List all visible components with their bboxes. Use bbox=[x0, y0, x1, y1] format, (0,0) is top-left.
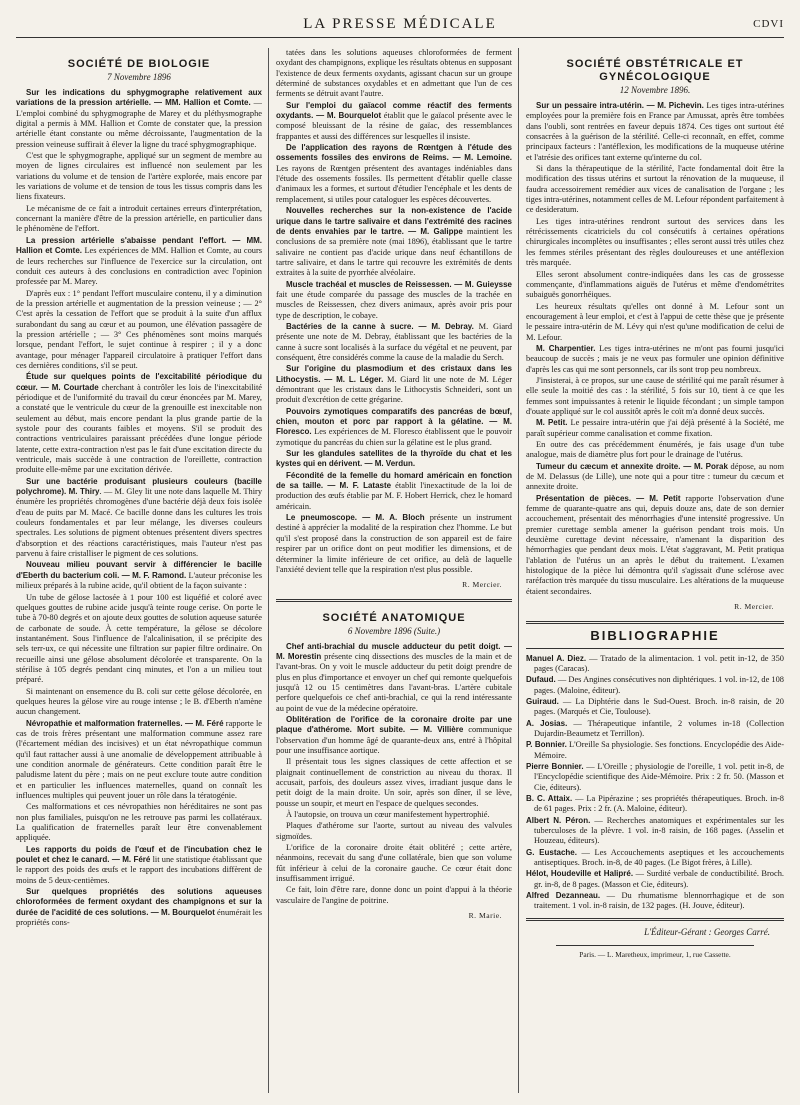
article-heading: Nouvelles recherches sur la non-existence de l'acide urique dans le tartre salivaire et dans l'extrémité des racines de dents envahies par le tartre. — M. Galippe bbox=[276, 206, 512, 236]
article-body: Un tube de gélose lactosée à 1 pour 100 est liquéfié et coloré avec quelques gouttes de rubine acide jusqu'à teinte rouge cerise. On porte le tube à 70-80 degrés et on ajoute deux gouttes de solution aqueuse saturée de carbonate de soude. À cette température, la gélose se décolore instantanément. Sous l'influence de l'alcalinisation, il se précipite des sels terr-ux, ce qui nécessite une filtration sur papier filtre ordinaire. On recueille ainsi une gélose absolument décolorée et transparente. On la stérilise à 105 degrés pendant cinq minutes, et l'on a un milieu tout préparé. bbox=[16, 592, 262, 685]
article-paragraph bbox=[276, 810, 512, 820]
article-paragraph bbox=[16, 719, 262, 802]
printer-divider bbox=[556, 945, 754, 946]
article-heading: Sur une bactérie produisant plusieurs couleurs (bacille polychrome). M. Thiry bbox=[16, 476, 262, 497]
article-heading: Oblitération de l'orifice de la coronaire droite par une plaque d'athérome. Mort subite. — M. Villière bbox=[276, 714, 512, 735]
article-body: D'après eux : 1° pendant l'effort musculaire contenu, il y a diminution de la pression artérielle et augmentation de la pression veineuse ; — 2° C'est après la cessation de l'effort que se produit à la suite d'un afflux surabondant du sang au cœur et au poumon, une élévation passagère de la pression artérielle ; — 3° Ces phénomènes sont moins marqués lorsque, pendant l'effort, le sujet continue à respirer ; il y a donc avantage, pour ménager l'appareil circulatoire à pratiquer l'effort dans ces dernières conditions, s'il se peut. bbox=[16, 288, 262, 370]
article-paragraph bbox=[526, 462, 784, 493]
section-title: SOCIÉTÉ DE BIOLOGIE bbox=[67, 58, 211, 70]
article-heading: M. Charpentier. bbox=[536, 343, 596, 353]
article-heading: Présentation de pièces. — M. Petit bbox=[536, 493, 681, 503]
article-paragraph bbox=[526, 376, 784, 417]
bibliography-details: — L'Oreille ; physiologie de l'oreille, 1 vol. petit in-8, de l'Encyclopédie scientifique des Aide-Mémoire. Prix : 2 fr. 50. (Masson et Cie, éditeurs). bbox=[534, 761, 784, 792]
article-body: Les tiges intra-utérines rendront surtout des services dans les rétrécissements cicatriciels du col consécutifs à certaines opérations chirurgicales incomplètes ou insuffisantes ; elles seront aussi très utiles chez les femmes stériles présentant des règles douloureuses et une antéflexion très marquée. bbox=[526, 216, 784, 268]
article-paragraph bbox=[526, 217, 784, 269]
article-body: énumérait les propriétés cons- bbox=[16, 907, 262, 928]
article-body: . — M. Gley lit une note dans laquelle M. Thiry énumère les propriétés chromogènes d'une bactérie déjà deux fois isolée d'eau de puits par M. Macé. Ce bacille donne dans les cultures les trois couleurs fondamentales et par leur mélange, les diverses couleurs spectrales. Les solutions de pigment obtenues présentent divers spectres d'absorption et des réactions caractéristiques, mais l'auteur n'est pas parvenu à faire cristalliser le pigment de ces solutions. bbox=[16, 487, 262, 559]
article-body: C'est que le sphygmographe, appliqué sur un segment de membre au moyen de lignes circulaires est influencé non seulement par les variations du volume et de tension de l'artère explorée, mais encore par les variations de volume et de tension de tous les tissus compris dans les liens fixateurs. bbox=[16, 151, 262, 202]
article-body: En outre des cas précédemment énumérés, je fais usage d'un tube analogue, mais de diamètre plus fort pour le drainage de l'utérus. bbox=[526, 440, 784, 460]
article-body: Si dans la thérapeutique de la stérilité, l'acte fondamental doit être la modification des tissus utérins et surtout la rénovation de la muqueuse, il faudra accessoirement remédier aux vices de canalisation de l'organe ; les tiges intra-utérines, notamment celles de M. Lefour répondent parfaitement à ce desideratum. bbox=[526, 164, 784, 215]
bibliography-entry bbox=[526, 675, 784, 696]
article-body: Il présentait tous les signes classiques de cette affection et se plaignait continuellement de constriction au niveau du thorax. Il accusait, parfois, des douleurs assez vives, irradiant jusque dans le petit doigt de la main droite. Un soir, après son dîner, il se lève, pousse un soupir, et meurt en l'espace de quelques secondes. bbox=[276, 757, 512, 808]
column-divider bbox=[518, 48, 519, 1093]
article-body: L'orifice de la coronaire droite était oblitéré ; cette artère, néanmoins, recevait du sang d'une collatérale, bien que son volume fût inférieur à celui de la coronaire gauche. Ce cœur était donc insuffisamment irrigué. bbox=[276, 843, 512, 884]
article-body: présente cinq dissections des muscles de la main et de l'avant-bras. On y voit le muscle adducteur du petit doigt prendre de plus en plus d'importance et envoyer un chef qui remonte quelquefois jusqu'à 12 ou 15 centimètres dans l'avant-bras. L'artère cubitale perfore quelquefois ce chef anti-brachial, ce qui la rend intéressante au point de vue de la médecine opératoire. bbox=[276, 651, 512, 713]
article-paragraph bbox=[16, 687, 262, 718]
article-paragraph bbox=[276, 143, 512, 205]
column-middle bbox=[276, 48, 512, 1093]
article-heading: Sur les indications du sphygmographe relativement aux variations de la pression artérielle. — MM. Hallion et Comte. bbox=[16, 88, 262, 108]
article-heading: Nouveau milieu pouvant servir à différencier le bacille d'Eberth du bacterium coli. — M. F. Ramond. bbox=[16, 560, 262, 580]
bibliography-details: — Les Accouchements aseptiques et les accouchements antiseptiques. Broch. in-8, de 40 pages. (Le Bigot frères, à Lille). bbox=[534, 847, 784, 868]
section-divider bbox=[526, 918, 784, 921]
article-list bbox=[526, 101, 784, 597]
article-body: lit une statistique établissant que le rapport des poids des œufs et le rapport des incubations diffèrent de moins de 5 deux-centièmes. bbox=[16, 855, 262, 885]
article-heading: Le pneumoscope. — M. A. Bloch bbox=[286, 513, 425, 523]
article-list bbox=[276, 642, 512, 907]
article-body: Les rayons de Rœntgen présentent des avantages indéniables dans l'étude des ossements fossiles. Ils permettent d'établir quelle classe d'animaux les a formes, et surtout d'étudier l'encéphale et les dents de remplacement, si utiles pour cataloguer les espèces découvertes. bbox=[276, 163, 512, 204]
article-heading: Sur les glandules satellites de la thyroïde du chat et les kystes qui en dérivent. — M. Verdun. bbox=[276, 449, 512, 469]
article-body: rapporte le cas de trois frères présentant une malformation commune assez rare (l'écartement médian des incisives) et un état névropathique commun qu'il faut rattacher aussi à une anomalie de développement attribuable à une condition anormale de générateurs. Cette condition paraît être le paludisme latent du père ; mais on ne peut exclure toute autre condition et en particulier les influences maternelles, quand on connaît les influences multiples qui peuvent jouer un rôle dans la tératogénie. bbox=[16, 718, 262, 801]
bibliography-entry bbox=[526, 740, 784, 761]
article-paragraph bbox=[526, 440, 784, 461]
article-paragraph bbox=[16, 88, 262, 150]
bibliography-author: Albert N. Péron. bbox=[526, 815, 591, 825]
page-header bbox=[16, 14, 784, 38]
article-body: établit que le gaïacol présente avec le composé bleuissant de la résine de gaïac, des ressemblances frappantes et aussi des différences sur lesquelles il insiste. bbox=[276, 111, 512, 141]
article-body: Ces malformations et ces névropathies non héréditaires ne sont pas non plus familiales, puisqu'on ne les retrouve pas parmi les collatéraux. La qualification de fraternelles paraît leur être convenablement appliquée. bbox=[16, 802, 262, 843]
section-divider bbox=[526, 621, 784, 624]
article-paragraph bbox=[276, 513, 512, 575]
bibliography-author: Manuel A. Diez. bbox=[526, 653, 587, 663]
article-list bbox=[276, 48, 512, 575]
article-paragraph bbox=[276, 715, 512, 756]
author-signature: R. Marie. bbox=[468, 911, 502, 921]
article-paragraph bbox=[526, 302, 784, 343]
article-paragraph bbox=[276, 48, 512, 100]
page-number: CDVI bbox=[753, 18, 784, 30]
bibliography-title: BIBLIOGRAPHIE bbox=[590, 627, 720, 643]
bibliography-details: — La Diphtérie dans le Sud-Ouest. Broch. in-8 raisin, de 20 pages. (Marqués et Cie, Toulouse). bbox=[534, 696, 784, 717]
article-paragraph bbox=[16, 372, 262, 475]
article-paragraph bbox=[16, 477, 262, 560]
bibliography-details: — Thérapeutique infantile, 2 volumes in-18 (Collection Dujardin-Beaumetz et Terrillon). bbox=[534, 718, 784, 738]
article-paragraph bbox=[16, 845, 262, 886]
article-body: Les expériences de M. Floresco établissent que le pouvoir zymotique du pancréas du chien sur la gélatine est le plus grand. bbox=[276, 427, 512, 447]
article-body: L'auteur préconise les milieux préparés à la rubine acide, qu'il obtient de la façon suivante : bbox=[16, 570, 262, 591]
article-paragraph bbox=[526, 101, 784, 163]
article-heading: Sur un pessaire intra-utérin. — M. Pichevin. bbox=[536, 101, 704, 110]
article-body: rapporte l'observation d'une femme de quarante-quatre ans qui, depuis douze ans, date de son dernier accouchement, présentait des ménorrhagies d'une intensité progressive. Un premier curettage sembla amener la guérison pendant trois mois. Un deuxième curettage devint nécessaire, n'amenant la disparition des hémorrhagies que pendant deux mois. L'état s'aggravant, M. Petit pratiqua l'ablation de l'utérus un an après le début du traitement. L'examen histologique de la pièce lui démontra qu'il s'agissait d'une sclérose avec raréfaction très marquée du tissu musculaire. Les altérations de la muqueuse étaient secondaires. bbox=[526, 493, 784, 596]
article-paragraph bbox=[16, 289, 262, 372]
column-right bbox=[526, 48, 784, 1093]
article-paragraph bbox=[276, 642, 512, 714]
editor-credit: L'Éditeur-Gérant : Georges Carré. bbox=[644, 926, 770, 937]
article-paragraph bbox=[16, 887, 262, 928]
bibliography-author: Guiraud. bbox=[526, 696, 559, 706]
article-paragraph bbox=[526, 344, 784, 375]
article-heading: Névropathie et malformation fraternelles. — M. Féré bbox=[26, 718, 224, 728]
article-heading: Les rapports du poids de l'œuf et de l'incubation chez le poulet et chez le canard. — M. Féré bbox=[16, 844, 262, 865]
article-paragraph bbox=[276, 364, 512, 405]
article-paragraph bbox=[276, 471, 512, 512]
article-body: tatées dans les solutions aqueuses chloroformées de ferment oxydant des champignons, explique les résultats obtenus en supposant l'existence de deux ferments oxydants, agissant chacun sur un groupe déterminé de substances oxydables et en admettant que l'un de ces ferments se détruit avant l'autre. bbox=[276, 48, 512, 99]
article-heading: Sur l'origine du plasmodium et des cristaux dans les Lithocystis. — M. L. Léger. bbox=[276, 364, 512, 384]
bibliography-entry bbox=[526, 719, 784, 740]
journal-title: LA PRESSE MÉDICALE bbox=[303, 16, 497, 32]
article-paragraph bbox=[526, 418, 784, 439]
column-divider bbox=[268, 48, 269, 1093]
article-body: Le pessaire intra-utérin que j'ai déjà présenté à la Société, me paraît supérieur comme canalisation et comme fixation. bbox=[526, 418, 784, 438]
article-body: dépose, au nom de M. Delassus (de Lille), une note qui a pour titre : tumeur du cæcum et annexite droite. bbox=[526, 461, 784, 492]
bibliography-author: Hélot, Houdeville et Halipré. bbox=[526, 869, 634, 879]
article-paragraph bbox=[276, 101, 512, 142]
article-body: M. Giard lit une note de M. Léger démontrant que les cristaux dans le Lithocystis Schneideri, sont un produit d'excrétion de cette grégarine. bbox=[276, 374, 512, 405]
article-paragraph bbox=[526, 164, 784, 216]
article-body: Si maintenant on ensemence du B. coli sur cette gélose décolorée, en quelques heures la gélose vire au rouge intense ; le B. d'Eberth n'amène aucun changement. bbox=[16, 686, 262, 717]
article-paragraph bbox=[276, 407, 512, 448]
section-divider bbox=[526, 648, 784, 649]
article-body: Les tiges intra-utérines ne m'ont pas fourni jusqu'ici beaucoup de succès ; mais je ne veux pas formuler une opinion définitive d'après les cas qui me sont personnels, car ils sont trop peu nombreux. bbox=[526, 343, 784, 374]
article-paragraph bbox=[276, 322, 512, 363]
article-heading: Pouvoirs zymotiques comparatifs des pancréas de bœuf, chien, mouton et porc par rapport à la gélatine. — M. Floresco. bbox=[276, 406, 512, 437]
article-body: — L'emploi combiné du sphygmographe de Marey et du pléthysmographe digital a permis à MM. Hallion et Comte de constater que, la pression artérielle étant constante ou même décroissante, l'augmentation de la pression veineuse suffirait à élever la ligne du tracé sphygmographique. bbox=[16, 98, 262, 149]
bibliography-entry bbox=[526, 848, 784, 869]
bibliography-details: — Recherches anatomiques et expérimentales sur les tuberculoses de la plèvre. 1 vol. in-8 raisin, de 168 pages. (Asselin et Houzeau, éditeurs). bbox=[534, 815, 784, 846]
article-heading: Sur quelques propriétés des solutions aqueuses chloroformées de ferment oxydant des champignons et sur la durée de l'acidité de ces solutions. — M. Bourquelot bbox=[16, 887, 262, 917]
article-body: Le mécanisme de ce fait a introduit certaines erreurs d'interprétation, concernant la manière d'être de la pression artérielle, en particulier dans le phénomène de l'effort. bbox=[16, 203, 262, 234]
bibliography-entry bbox=[526, 869, 784, 890]
article-paragraph bbox=[276, 280, 512, 321]
article-body: À l'autopsie, on trouva un cœur manifestement hypertrophié. bbox=[286, 810, 490, 820]
bibliography-entry bbox=[526, 762, 784, 793]
bibliography-author: P. Bonnier. bbox=[526, 740, 567, 750]
article-list bbox=[16, 88, 262, 929]
printer-credit: Paris. — L. Maretheux, imprimeur, 1, rue Cassette. bbox=[579, 950, 731, 960]
article-paragraph bbox=[16, 204, 262, 235]
section-divider bbox=[276, 599, 512, 602]
author-signature: R. Mercier. bbox=[734, 602, 774, 612]
article-paragraph bbox=[276, 821, 512, 842]
article-paragraph bbox=[276, 757, 512, 809]
article-heading: Bactéries de la canne à sucre. — M. Debray. bbox=[286, 321, 474, 331]
bibliography-entry bbox=[526, 891, 784, 912]
article-body: maintient les conclusions de sa première note (mai 1896), établissant que le tartre salivaire ne contient pas d'acide urique dans neuf échantillons de tartre salivaire, et dans le tartre qui recouvre les extrémités de dents extraites à la suite de pyorrhée alvéolaire. bbox=[276, 226, 512, 278]
article-paragraph bbox=[16, 151, 262, 203]
bibliography-details: — Tratado de la alimentacion. 1 vol. petit in-12, de 350 pages (Caracas). bbox=[534, 653, 784, 673]
article-body: fait une étude comparée du passage des muscles de la trachée en muscles de Reissessen, chez divers animaux, après avoir pris pour type de description, le cobaye. bbox=[276, 289, 512, 320]
bibliography-details: L'Oreille Sa physiologie. Ses fonctions. Encyclopédie des Aide-Mémoire. bbox=[534, 740, 784, 760]
article-paragraph bbox=[276, 885, 512, 906]
bibliography-author: Dufaud. bbox=[526, 675, 556, 685]
article-heading: De l'application des rayons de Rœntgen à l'étude des ossements fossiles des environs de Reims. — M. Lemoine. bbox=[276, 143, 512, 163]
section-date: 12 Novembre 1896. bbox=[619, 85, 691, 95]
column-left bbox=[16, 48, 262, 1093]
article-body: Plaques d'athérome sur l'aorte, surtout au niveau des valvules sigmoïdes. bbox=[276, 821, 512, 841]
article-body: Elles seront absolument contre-indiquées dans les cas de grossesse commençante, d'inflammations aiguës de l'utérus et même d'endométrites subaiguës gonorrhéiques. bbox=[526, 269, 784, 300]
article-body: présente un instrument destiné à apprécier la modalité de la respiration chez l'homme. Le but qu'il s'est proposé dans la construction de son appareil est de faire respirer par un orifice dont on peut modifier les dimensions, et de déterminer la limite inférieure de cet orifice, au delà de laquelle l'anxiété devient telle que la respiration n'est plus possible. bbox=[276, 513, 512, 574]
bibliography-author: Pierre Bonnier. bbox=[526, 761, 584, 771]
bibliography-entry bbox=[526, 816, 784, 847]
article-heading: Tumeur du cæcum et annexite droite. — M. Porak bbox=[536, 461, 728, 471]
article-body: Les expériences de MM. Hallion et Comte, au cours de leurs recherches sur l'influence de l'exercice sur la circulation, ont conduit ces auteurs à des conclusions en contradiction avec l'opinion professée par M. Marey. bbox=[16, 246, 262, 287]
bibliography-entry bbox=[526, 654, 784, 675]
article-heading: Étude sur quelques points de l'excitabilité périodique du cœur. — M. Courtade bbox=[16, 372, 262, 392]
bibliography-details: — Surdité verbale de conductibilité. Broch. gr. in-8, de 8 pages. (Masson et Cie, éditeurs). bbox=[534, 869, 784, 889]
section-date: 6 Novembre 1896 (Suite.) bbox=[347, 625, 441, 636]
bibliography-author: A. Josias. bbox=[526, 718, 568, 728]
article-heading: M. Petit. bbox=[536, 418, 568, 428]
bibliography-author: Alfred Dezanneau. bbox=[526, 891, 601, 901]
article-heading: Fécondité de la femelle du homard américain en fonction de sa taille. — M. F. Lataste bbox=[276, 470, 512, 491]
article-body: communique l'observation d'un homme âgé de quarante-deux ans, entré à l'hôpital pour une insuffisance aortique. bbox=[276, 725, 512, 755]
article-body: J'insisterai, à ce propos, sur une cause de stérilité qui me paraît résumer à elle seule la moitié des cas : la stérilité, 5 fois sur 10, tient à ce que les femmes sont impuissantes à retenir le liquide fécondant ; un simple tampon d'ouate appliqué sur le col aussitôt après le coït m'a donné deux succès. bbox=[526, 375, 784, 416]
article-paragraph bbox=[526, 270, 784, 301]
bibliography-details: — Du rhumatisme blennorrhagique et de son traitement. 1 vol. in-8 raisin, de 132 pages. (H. Jouve, éditeur). bbox=[534, 891, 784, 911]
article-body: Ce fait, loin d'être rare, donne donc un point d'appui à la théorie vasculaire de l'angine de poitrine. bbox=[276, 885, 512, 905]
section-title: SOCIÉTÉ OBSTÉTRICALE ET GYNÉCOLOGIQUE bbox=[566, 58, 744, 83]
bibliography-details: — Des Angines consécutives non diphtériques. 1 vol. in-12, de 108 pages. (Maloine, éditeur). bbox=[534, 675, 784, 695]
article-paragraph bbox=[276, 843, 512, 884]
article-body: M. Giard présente une note de M. Debray, établissant que les bactéries de la canne à sucre sont localisés à la surface du végétal et ne peuvent, par conséquent, être considérés comme la cause de la maladie du Serch. bbox=[276, 321, 512, 362]
article-paragraph bbox=[16, 236, 262, 288]
bibliography-entry bbox=[526, 697, 784, 718]
bibliography-list bbox=[526, 654, 784, 912]
bibliography-entry bbox=[526, 794, 784, 815]
article-heading: Chef anti-brachial du muscle adducteur du petit doigt. — M. Morestin bbox=[276, 641, 512, 661]
bibliography-details: — La Pipérazine ; ses propriétés thérapeutiques. Broch. in-8 de 61 pages. Prix : 2 fr. (A. Maloine, éditeur). bbox=[534, 793, 784, 814]
section-date: 7 Novembre 1896 bbox=[107, 72, 171, 82]
article-heading: Sur l'emploi du gaïacol comme réactif des ferments oxydants. — M. Bourquelot bbox=[276, 100, 512, 121]
article-body: Les heureux résultats qu'elles ont donné à M. Lefour sont un encouragement à leur emploi, et c'est à l'appui de cette thèse que je présente le pessaire intra-utérin de M. Lévy qui n'est qu'une modification de celui de M. Lefour. bbox=[526, 301, 784, 342]
article-body: cherchant à contrôler les lois de l'inexcitabilité périodique et de l'uniformité du travail du cœur énoncées par M. Marey, a constaté que le ventricule du cœur de la grenouille est inexcitable non seulement au début, mais encore pendant la plus grande partie de la systole pour des courants faibles et moyens. S'il se produit des contractions ventriculaires paraissant précédées d'une longue période latente, cette extra-contraction n'est pas le fait d'une excitation directe du ventricule, mais succède à une contraction de l'oreillette, contraction produite elle-même par une excitation dérivée. bbox=[16, 382, 262, 475]
section-title: SOCIÉTÉ ANATOMIQUE bbox=[322, 611, 466, 624]
bibliography-author: B. C. Attaix. bbox=[526, 793, 573, 803]
article-heading: Muscle trachéal et muscles de Reissessen. — M. Guieysse bbox=[286, 279, 512, 289]
author-signature: R. Mercier. bbox=[462, 580, 502, 590]
article-paragraph bbox=[16, 560, 262, 591]
article-paragraph bbox=[276, 206, 512, 278]
article-body: établit l'inexactitude de la loi de production des œufs établie par M. F. Hobert Herrick, chez le homard américain. bbox=[276, 481, 512, 511]
article-body: Les tiges intra-utérines employées pour la première fois en France par Amussat, après être tombées dans l'oubli, sont rentrées en faveur depuis 1874. Ces tiges ont surtout été consacrées à la guérison de la stérilité. Celle-ci reconnaît, en effet, comme principaux facteurs : l'antéflexion, les modifications de la muqueuse utérine et l'atrésie des orifices tant externe qu'interne du col. bbox=[526, 101, 784, 162]
article-paragraph bbox=[526, 494, 784, 597]
article-paragraph bbox=[16, 802, 262, 843]
bibliography-author: G. Eustache. bbox=[526, 847, 577, 857]
article-paragraph bbox=[276, 449, 512, 470]
article-heading: La pression artérielle s'abaisse pendant l'effort. — MM. Hallion et Comte. bbox=[16, 235, 262, 256]
article-paragraph bbox=[16, 593, 262, 686]
